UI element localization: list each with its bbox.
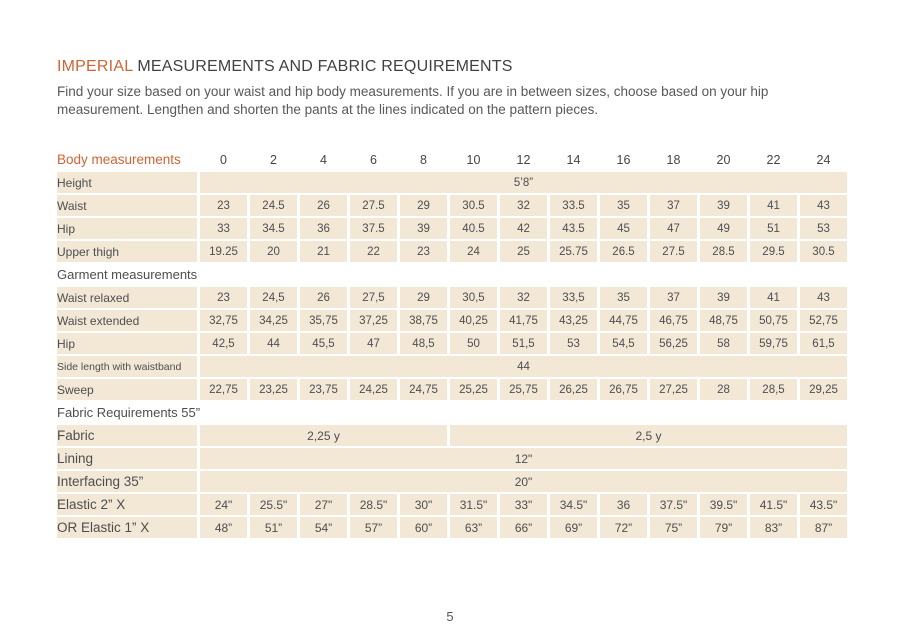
value-cell: 20 xyxy=(250,241,297,262)
value-cell: 33,5 xyxy=(550,287,597,308)
size-column-header: 16 xyxy=(616,152,631,167)
table-header-label: Body measurements xyxy=(57,152,181,167)
span-value-cell: 2,5 y xyxy=(450,425,847,446)
value-cell: 34.5 xyxy=(250,218,297,239)
table-row xyxy=(57,172,847,193)
value-cell: 28,5 xyxy=(750,379,797,400)
value-cell: 66” xyxy=(500,517,547,538)
value-cell: 37 xyxy=(650,287,697,308)
value-cell: 28 xyxy=(700,379,747,400)
span-value-cell: 2,25 y xyxy=(200,425,447,446)
value-cell: 25,75 xyxy=(500,379,547,400)
value-cell: 32 xyxy=(500,195,547,216)
value-cell: 39 xyxy=(400,218,447,239)
value-cell: 27" xyxy=(300,494,347,515)
value-cell: 42 xyxy=(500,218,547,239)
table-row xyxy=(57,333,847,354)
value-cell: 32,75 xyxy=(200,310,247,331)
row-label: Height xyxy=(57,172,197,193)
row-label: Waist extended xyxy=(57,310,197,331)
table-row xyxy=(57,195,847,216)
value-cell: 44,75 xyxy=(600,310,647,331)
value-cell: 24 xyxy=(450,241,497,262)
value-cell: 39.5" xyxy=(700,494,747,515)
value-cell: 30.5 xyxy=(450,195,497,216)
value-cell: 23,25 xyxy=(250,379,297,400)
value-cell: 29.5 xyxy=(750,241,797,262)
section-title: Fabric Requirements 55” xyxy=(57,402,847,423)
value-cell: 25 xyxy=(500,241,547,262)
value-cell: 54” xyxy=(300,517,347,538)
value-cell: 29 xyxy=(400,195,447,216)
value-cell: 22 xyxy=(350,241,397,262)
value-cell: 42,5 xyxy=(200,333,247,354)
table-row xyxy=(57,356,847,377)
value-cell: 31.5" xyxy=(450,494,497,515)
section-header-row xyxy=(57,264,847,285)
size-column-header: 8 xyxy=(420,152,427,167)
value-cell: 26,75 xyxy=(600,379,647,400)
value-cell: 53 xyxy=(800,218,847,239)
value-cell: 40,25 xyxy=(450,310,497,331)
value-cell: 19.25 xyxy=(200,241,247,262)
value-cell: 28.5" xyxy=(350,494,397,515)
value-cell: 37,25 xyxy=(350,310,397,331)
value-cell: 51” xyxy=(250,517,297,538)
row-label: Hip xyxy=(57,218,197,239)
size-column-header: 22 xyxy=(766,152,781,167)
value-cell: 41.5" xyxy=(750,494,797,515)
intro-line-2: measurement. Lengthen and shorten the pants at the lines indicated on the pattern pieces. xyxy=(57,102,599,117)
value-cell: 29,25 xyxy=(800,379,847,400)
value-cell: 35,75 xyxy=(300,310,347,331)
value-cell: 61,5 xyxy=(800,333,847,354)
value-cell: 47 xyxy=(650,218,697,239)
value-cell: 37.5 xyxy=(350,218,397,239)
value-cell: 30" xyxy=(400,494,447,515)
value-cell: 39 xyxy=(700,195,747,216)
value-cell: 26.5 xyxy=(600,241,647,262)
value-cell: 44 xyxy=(250,333,297,354)
value-cell: 51,5 xyxy=(500,333,547,354)
value-cell: 41,75 xyxy=(500,310,547,331)
table-row xyxy=(57,241,847,262)
value-cell: 72” xyxy=(600,517,647,538)
row-label: Waist xyxy=(57,195,197,216)
value-cell: 59,75 xyxy=(750,333,797,354)
row-label: Waist relaxed xyxy=(57,287,197,308)
size-column-header: 6 xyxy=(370,152,377,167)
row-label: Lining xyxy=(57,448,197,469)
value-cell: 36 xyxy=(300,218,347,239)
value-cell: 41 xyxy=(750,287,797,308)
value-cell: 41 xyxy=(750,195,797,216)
table-row xyxy=(57,494,847,515)
span-value-cell: 20" xyxy=(200,471,847,492)
value-cell: 60” xyxy=(400,517,447,538)
table-row xyxy=(57,471,847,492)
size-column-header: 10 xyxy=(466,152,481,167)
size-column-header: 4 xyxy=(320,152,327,167)
value-cell: 27,25 xyxy=(650,379,697,400)
span-value-cell: 12" xyxy=(200,448,847,469)
value-cell: 48,5 xyxy=(400,333,447,354)
value-cell: 32 xyxy=(500,287,547,308)
value-cell: 28.5 xyxy=(700,241,747,262)
value-cell: 48,75 xyxy=(700,310,747,331)
value-cell: 25.75 xyxy=(550,241,597,262)
section-title: Garment measurements xyxy=(57,264,847,285)
page-title xyxy=(57,58,850,76)
value-cell: 38,75 xyxy=(400,310,447,331)
value-cell: 21 xyxy=(300,241,347,262)
value-cell: 30.5 xyxy=(800,241,847,262)
table-row xyxy=(57,310,847,331)
value-cell: 23 xyxy=(200,195,247,216)
value-cell: 43,25 xyxy=(550,310,597,331)
page-title-accent: IMPERIAL xyxy=(57,58,133,75)
value-cell: 33" xyxy=(500,494,547,515)
value-cell: 25.5" xyxy=(250,494,297,515)
value-cell: 63” xyxy=(450,517,497,538)
value-cell: 45 xyxy=(600,218,647,239)
intro-paragraph xyxy=(57,83,850,119)
size-column-header: 0 xyxy=(220,152,227,167)
value-cell: 35 xyxy=(600,195,647,216)
value-cell: 56,25 xyxy=(650,333,697,354)
size-column-header: 14 xyxy=(566,152,581,167)
value-cell: 27,5 xyxy=(350,287,397,308)
value-cell: 43 xyxy=(800,287,847,308)
value-cell: 23 xyxy=(400,241,447,262)
value-cell: 53 xyxy=(550,333,597,354)
value-cell: 27.5 xyxy=(350,195,397,216)
page-title-rest: MEASUREMENTS AND FABRIC REQUIREMENTS xyxy=(137,58,513,75)
row-label: Interfacing 35” xyxy=(57,471,197,492)
value-cell: 24,25 xyxy=(350,379,397,400)
value-cell: 22,75 xyxy=(200,379,247,400)
value-cell: 39 xyxy=(700,287,747,308)
value-cell: 48” xyxy=(200,517,247,538)
row-label: Sweep xyxy=(57,379,197,400)
value-cell: 24" xyxy=(200,494,247,515)
value-cell: 50,75 xyxy=(750,310,797,331)
value-cell: 35 xyxy=(600,287,647,308)
value-cell: 50 xyxy=(450,333,497,354)
size-column-header: 2 xyxy=(270,152,277,167)
table-row xyxy=(57,425,847,446)
measurements-table xyxy=(54,147,850,540)
size-column-header: 20 xyxy=(716,152,731,167)
value-cell: 25,25 xyxy=(450,379,497,400)
value-cell: 75” xyxy=(650,517,697,538)
value-cell: 24,75 xyxy=(400,379,447,400)
table-header-row xyxy=(57,149,847,170)
value-cell: 26 xyxy=(300,195,347,216)
section-header-row xyxy=(57,402,847,423)
value-cell: 87” xyxy=(800,517,847,538)
value-cell: 79” xyxy=(700,517,747,538)
size-column-header: 24 xyxy=(816,152,831,167)
table-row xyxy=(57,379,847,400)
row-label: Fabric xyxy=(57,425,197,446)
value-cell: 24,5 xyxy=(250,287,297,308)
value-cell: 26 xyxy=(300,287,347,308)
value-cell: 29 xyxy=(400,287,447,308)
value-cell: 33 xyxy=(200,218,247,239)
row-label: OR Elastic 1” X xyxy=(57,517,197,538)
value-cell: 27.5 xyxy=(650,241,697,262)
value-cell: 36 xyxy=(600,494,647,515)
row-label: Side length with waistband xyxy=(57,356,197,377)
span-value-cell: 44 xyxy=(200,356,847,377)
value-cell: 83” xyxy=(750,517,797,538)
value-cell: 24.5 xyxy=(250,195,297,216)
value-cell: 34,25 xyxy=(250,310,297,331)
value-cell: 30,5 xyxy=(450,287,497,308)
span-value-cell: 5’8” xyxy=(200,172,847,193)
row-label: Upper thigh xyxy=(57,241,197,262)
table-row xyxy=(57,218,847,239)
page-number: 5 xyxy=(446,609,454,624)
value-cell: 33.5 xyxy=(550,195,597,216)
value-cell: 49 xyxy=(700,218,747,239)
table-row xyxy=(57,517,847,538)
value-cell: 45,5 xyxy=(300,333,347,354)
value-cell: 37 xyxy=(650,195,697,216)
value-cell: 52,75 xyxy=(800,310,847,331)
value-cell: 40.5 xyxy=(450,218,497,239)
value-cell: 23 xyxy=(200,287,247,308)
value-cell: 26,25 xyxy=(550,379,597,400)
row-label: Elastic 2” X xyxy=(57,494,197,515)
value-cell: 37.5" xyxy=(650,494,697,515)
size-column-header: 12 xyxy=(516,152,531,167)
value-cell: 34.5" xyxy=(550,494,597,515)
value-cell: 58 xyxy=(700,333,747,354)
table-row xyxy=(57,287,847,308)
value-cell: 46,75 xyxy=(650,310,697,331)
value-cell: 51 xyxy=(750,218,797,239)
value-cell: 69” xyxy=(550,517,597,538)
value-cell: 23,75 xyxy=(300,379,347,400)
intro-line-1: Find your size based on your waist and hip body measurements. If you are in between sizes, choose based on your hip xyxy=(57,84,769,99)
value-cell: 54,5 xyxy=(600,333,647,354)
size-column-header: 18 xyxy=(666,152,681,167)
row-label: Hip xyxy=(57,333,197,354)
value-cell: 43.5 xyxy=(550,218,597,239)
value-cell: 57” xyxy=(350,517,397,538)
value-cell: 43.5" xyxy=(800,494,847,515)
value-cell: 43 xyxy=(800,195,847,216)
value-cell: 47 xyxy=(350,333,397,354)
table-row xyxy=(57,448,847,469)
